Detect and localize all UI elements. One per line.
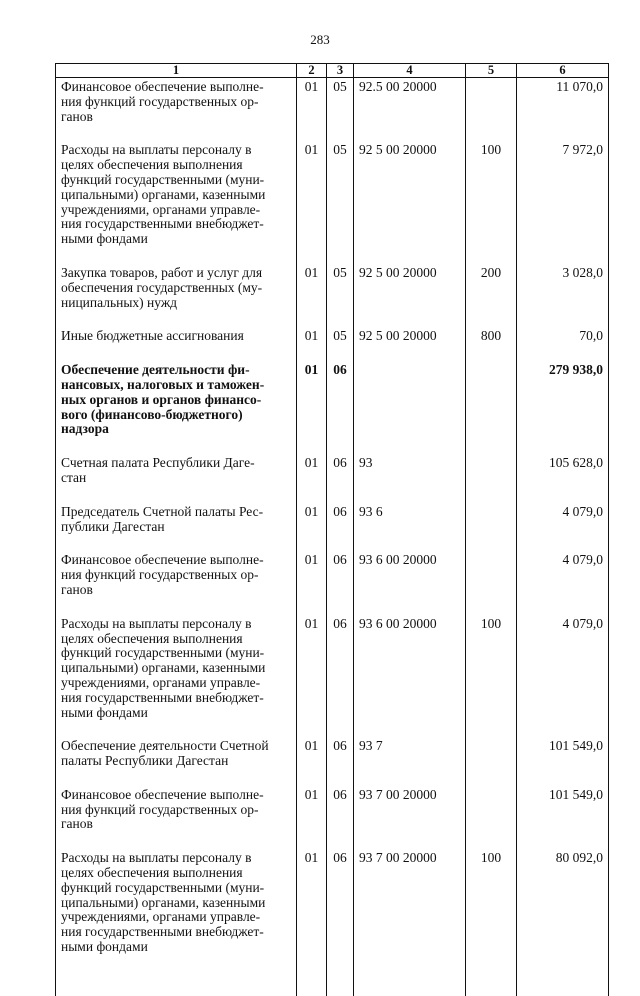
row-name: Расходы на выплаты персоналу в целях обеспечения выполнения функций государственными (муни- ципальными) органами, казенными учреждениями, органами управле- ния государственными внебюджет- ными фондами [56,141,297,264]
table-row [56,503,609,552]
row-expense-type: 800 [466,327,517,361]
row-target-code: 93 7 00 20000 [354,849,466,972]
row-amount: 279 938,0 [517,361,609,454]
row-section: 01 [297,361,327,454]
row-amount: 4 079,0 [517,551,609,614]
row-subsection: 06 [327,454,354,503]
table-body [56,78,609,996]
row-expense-type [466,503,517,552]
row-amount: 101 549,0 [517,786,609,849]
row-name: Обеспечение деятельности Счетной палаты Республики Дагестан [56,737,297,786]
row-name: Председатель Счетной палаты Рес- публики Дагестан [56,503,297,552]
column-header: 3 [327,64,354,78]
row-section: 01 [297,849,327,972]
row-name: Финансовое обеспечение выполне- ния функций государственных ор- ганов [56,551,297,614]
row-target-code [354,361,466,454]
table-row [56,551,609,614]
row-section: 01 [297,141,327,264]
row-expense-type [466,786,517,849]
row-name: Иные бюджетные ассигнования [56,327,297,361]
row-subsection: 06 [327,503,354,552]
row-expense-type [466,454,517,503]
row-target-code: 92 5 00 20000 [354,264,466,327]
row-expense-type [466,737,517,786]
empty-cell [327,972,354,996]
row-section: 01 [297,615,327,738]
table-row [56,327,609,361]
row-subsection: 05 [327,78,354,142]
row-amount: 11 070,0 [517,78,609,142]
row-target-code: 93 6 [354,503,466,552]
row-name: Финансовое обеспечение выполне- ния функций государственных ор- ганов [56,78,297,142]
page-number: 283 [310,32,330,47]
row-expense-type: 100 [466,615,517,738]
row-section: 01 [297,264,327,327]
row-expense-type [466,551,517,614]
table-row [56,615,609,738]
row-amount: 101 549,0 [517,737,609,786]
row-subsection: 05 [327,327,354,361]
row-section: 01 [297,551,327,614]
header-row [56,64,609,78]
row-subsection: 05 [327,141,354,264]
row-target-code: 93 6 00 20000 [354,615,466,738]
budget-table [55,63,609,996]
row-subsection: 06 [327,361,354,454]
row-name: Счетная палата Республики Даге- стан [56,454,297,503]
row-expense-type [466,78,517,142]
row-subsection: 05 [327,264,354,327]
empty-cell [297,972,327,996]
row-name: Закупка товаров, работ и услуг для обеспечения государственных (му- ниципальных) нужд [56,264,297,327]
table-row [56,264,609,327]
row-section: 01 [297,737,327,786]
row-expense-type: 100 [466,141,517,264]
row-subsection: 06 [327,615,354,738]
row-target-code: 93 [354,454,466,503]
row-name: Финансовое обеспечение выполне- ния функций государственных ор- ганов [56,786,297,849]
table-row [56,78,609,142]
column-header: 5 [466,64,517,78]
row-subsection: 06 [327,551,354,614]
column-header: 4 [354,64,466,78]
table-row [56,849,609,972]
empty-cell [56,972,297,996]
row-subsection: 06 [327,786,354,849]
table-row [56,361,609,454]
row-expense-type [466,361,517,454]
row-expense-type: 200 [466,264,517,327]
table-row [56,737,609,786]
row-section: 01 [297,503,327,552]
row-name: Расходы на выплаты персоналу в целях обеспечения выполнения функций государственными (муни- ципальными) органами, казенными учреждениями, органами управле- ния государственными внебюджет- ными фондами [56,849,297,972]
row-target-code: 93 6 00 20000 [354,551,466,614]
row-subsection: 06 [327,849,354,972]
row-amount: 4 079,0 [517,615,609,738]
table-continuation [56,972,609,996]
row-amount: 3 028,0 [517,264,609,327]
empty-cell [354,972,466,996]
empty-cell [517,972,609,996]
row-target-code: 93 7 [354,737,466,786]
row-section: 01 [297,454,327,503]
row-name: Обеспечение деятельности фи- нансовых, налоговых и таможен- ных органов и органов финансо- вого (финансово-бюджетного) надзора [56,361,297,454]
table-row [56,141,609,264]
column-header: 6 [517,64,609,78]
row-section: 01 [297,327,327,361]
row-target-code: 92 5 00 20000 [354,141,466,264]
column-header: 1 [56,64,297,78]
table-row [56,786,609,849]
row-target-code: 93 7 00 20000 [354,786,466,849]
row-name: Расходы на выплаты персоналу в целях обеспечения выполнения функций государственными (муни- ципальными) органами, казенными учреждениями, органами управле- ния государственными внебюджет- ными фондами [56,615,297,738]
row-amount: 70,0 [517,327,609,361]
table-row [56,454,609,503]
row-subsection: 06 [327,737,354,786]
empty-cell [466,972,517,996]
column-header: 2 [297,64,327,78]
row-target-code: 92 5 00 20000 [354,327,466,361]
row-expense-type: 100 [466,849,517,972]
row-amount: 80 092,0 [517,849,609,972]
row-amount: 7 972,0 [517,141,609,264]
row-section: 01 [297,78,327,142]
row-amount: 4 079,0 [517,503,609,552]
row-amount: 105 628,0 [517,454,609,503]
row-target-code: 92.5 00 20000 [354,78,466,142]
row-section: 01 [297,786,327,849]
